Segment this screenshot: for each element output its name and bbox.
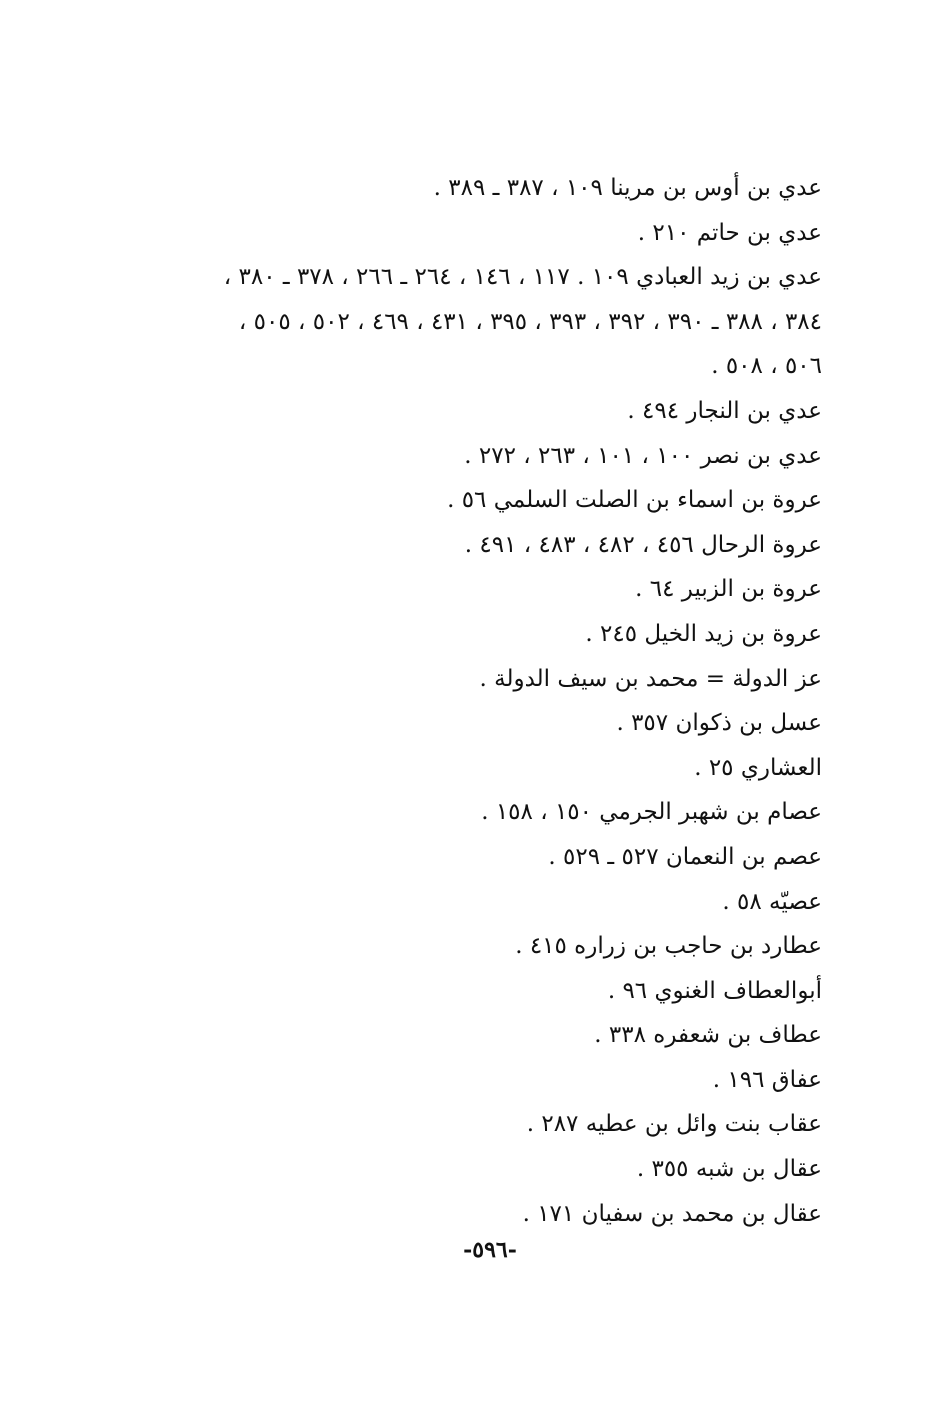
index-entry xyxy=(122,1102,822,1147)
index-entry xyxy=(122,701,822,746)
entry-text: عدي بن زيد العبادي ١٠٩ . ١١٧ ، ١٤٦ ، ٢٦٤ ـ ٢٦٦ ، ٣٧٨ ـ ٣٨٠ ، xyxy=(223,264,822,291)
entry-text: عطاف بن شعفره ٣٣٨ . xyxy=(594,1022,822,1049)
entry-text: عفاق ١٩٦ . xyxy=(712,1066,822,1093)
entry-text: عطارد بن حاجب بن زراره ٤١٥ . xyxy=(515,933,822,960)
index-entry xyxy=(122,880,822,925)
index-entry xyxy=(122,746,822,791)
entry-text: عدي بن النجار ٤٩٤ . xyxy=(627,397,822,424)
index-entry xyxy=(122,969,822,1014)
entry-text: عز الدولة = محمد بن سيف الدولة . xyxy=(479,665,822,692)
entry-text: عقاب بنت وائل بن عطيه ٢٨٧ . xyxy=(526,1111,822,1138)
index-entry xyxy=(122,166,822,211)
entry-text: عدي بن حاتم ٢١٠ . xyxy=(637,219,822,246)
index-entry xyxy=(122,567,822,612)
entry-text: عصم بن النعمان ٥٢٧ ـ ٥٢٩ . xyxy=(548,843,822,870)
index-entry xyxy=(122,1058,822,1103)
entry-text: عروة بن زيد الخيل ٢٤٥ . xyxy=(585,620,822,647)
index-entries xyxy=(122,166,822,1236)
entry-continuation: ٥٠٦ ، ٥٠٨ . xyxy=(711,353,822,380)
entry-continuation: ٣٨٤ ، ٣٨٨ ـ ٣٩٠ ، ٣٩٢ ، ٣٩٣ ، ٣٩٥ ، ٤٣١ ، ٤٦٩ ، ٥٠٢ ، ٥٠٥ ، xyxy=(238,308,822,335)
index-entry xyxy=(122,1013,822,1058)
entry-text: عسل بن ذكوان ٣٥٧ . xyxy=(616,710,822,737)
entry-text: عروة بن الزبير ٦٤ . xyxy=(635,576,822,603)
entry-text: عصام بن شهبر الجرمي ١٥٠ ، ١٥٨ . xyxy=(481,799,822,826)
index-entry xyxy=(122,523,822,568)
entry-text: عقال بن محمد بن سفيان ١٧١ . xyxy=(522,1200,822,1227)
entry-text: عصيّه ٥٨ . xyxy=(722,888,822,915)
entry-text: عروة بن اسماء بن الصلت السلمي ٥٦ . xyxy=(447,487,822,514)
entry-text: العشاري ٢٥ . xyxy=(694,754,822,781)
index-entry xyxy=(122,1147,822,1192)
index-entry xyxy=(122,478,822,523)
entry-text: عدي بن نصر ١٠٠ ، ١٠١ ، ٢٦٣ ، ٢٧٢ . xyxy=(464,442,822,469)
index-entry xyxy=(122,924,822,969)
index-entry xyxy=(122,835,822,880)
entry-text: عقال بن شبه ٣٥٥ . xyxy=(636,1156,822,1183)
entry-text: أبوالعطاف الغنوي ٩٦ . xyxy=(607,977,822,1004)
index-entry xyxy=(122,255,822,389)
index-entry xyxy=(122,790,822,835)
page-number: -٥٩٦- xyxy=(463,1237,517,1263)
index-entry xyxy=(122,389,822,434)
index-entry xyxy=(122,434,822,479)
index-entry xyxy=(122,211,822,256)
entry-text: عروة الرحال ٤٥٦ ، ٤٨٢ ، ٤٨٣ ، ٤٩١ . xyxy=(464,531,822,558)
index-entry xyxy=(122,657,822,702)
index-entry xyxy=(122,612,822,657)
entry-text: عدي بن أوس بن مرينا ١٠٩ ، ٣٨٧ ـ ٣٨٩ . xyxy=(433,175,822,201)
